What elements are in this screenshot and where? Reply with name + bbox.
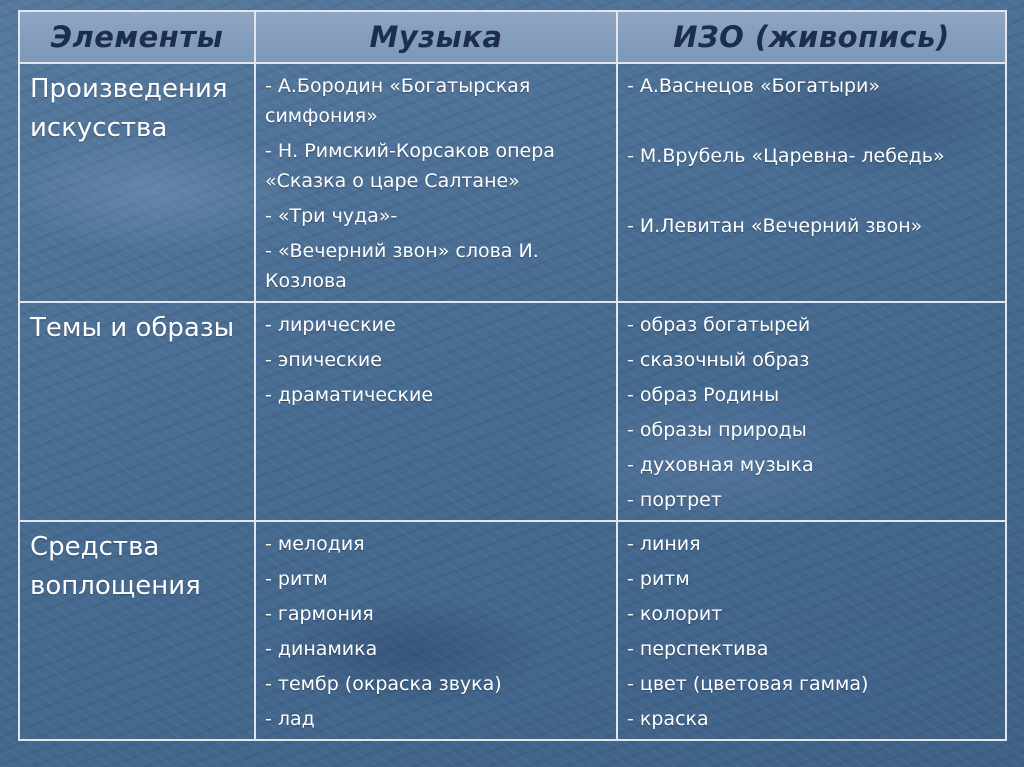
art-themes-list (618, 303, 1005, 515)
list-item: - цвет (цветовая гамма) (627, 673, 869, 695)
comparison-table (18, 10, 1007, 741)
music-themes-list (256, 303, 616, 410)
list-item: - «Вечерний звон» слова И. Козлова (265, 240, 539, 292)
list-item: - лад (265, 708, 315, 730)
list-item: - ритм (265, 568, 328, 590)
list-item: - образ Родины (627, 384, 780, 406)
list-item: - А.Бородин «Богатырская симфония» (265, 75, 531, 127)
list-item: - тембр (окраска звука) (265, 673, 502, 695)
table-header-row (19, 11, 1006, 63)
list-item: - духовная музыка (627, 454, 814, 476)
cell-music-themes (255, 302, 617, 521)
cell-music-means (255, 521, 617, 740)
list-item: - портрет (627, 489, 722, 511)
header-elements: Элементы (19, 11, 255, 63)
list-item: - И.Левитан «Вечерний звон» (627, 215, 923, 237)
table-row-works (19, 63, 1006, 302)
row-label-means: Средства воплощения (19, 521, 255, 740)
list-item: - линия (627, 533, 701, 555)
cell-art-works (617, 63, 1006, 302)
list-item: - Н. Римский-Корсаков опера «Сказка о царе Салтане» (265, 140, 555, 192)
list-item: - «Три чуда»- (265, 205, 398, 227)
table-row-means (19, 521, 1006, 740)
header-music: Музыка (255, 11, 617, 63)
list-item: - образ богатырей (627, 314, 811, 336)
art-works-list (618, 64, 1005, 241)
row-label-themes: Темы и образы (19, 302, 255, 521)
list-item: - лирические (265, 314, 396, 336)
list-item: - сказочный образ (627, 349, 810, 371)
list-item: - А.Васнецов «Богатыри» (627, 75, 880, 97)
row-label-works: Произведения искусства (19, 63, 255, 302)
list-item: - краска (627, 708, 709, 730)
list-item: - эпические (265, 349, 382, 371)
list-item: - М.Врубель «Царевна- лебедь» (627, 145, 945, 167)
cell-music-works (255, 63, 617, 302)
list-item: - образы природы (627, 419, 807, 441)
list-item: - перспектива (627, 638, 769, 660)
list-item: - колорит (627, 603, 723, 625)
art-means-list (618, 522, 1005, 734)
list-item: - гармония (265, 603, 374, 625)
list-item: - ритм (627, 568, 690, 590)
header-art: ИЗО (живопись) (617, 11, 1006, 63)
music-means-list (256, 522, 616, 734)
list-item: - драматические (265, 384, 434, 406)
table-row-themes (19, 302, 1006, 521)
cell-art-themes (617, 302, 1006, 521)
list-item: - динамика (265, 638, 378, 660)
list-item: - мелодия (265, 533, 365, 555)
music-works-list (256, 64, 616, 296)
cell-art-means (617, 521, 1006, 740)
